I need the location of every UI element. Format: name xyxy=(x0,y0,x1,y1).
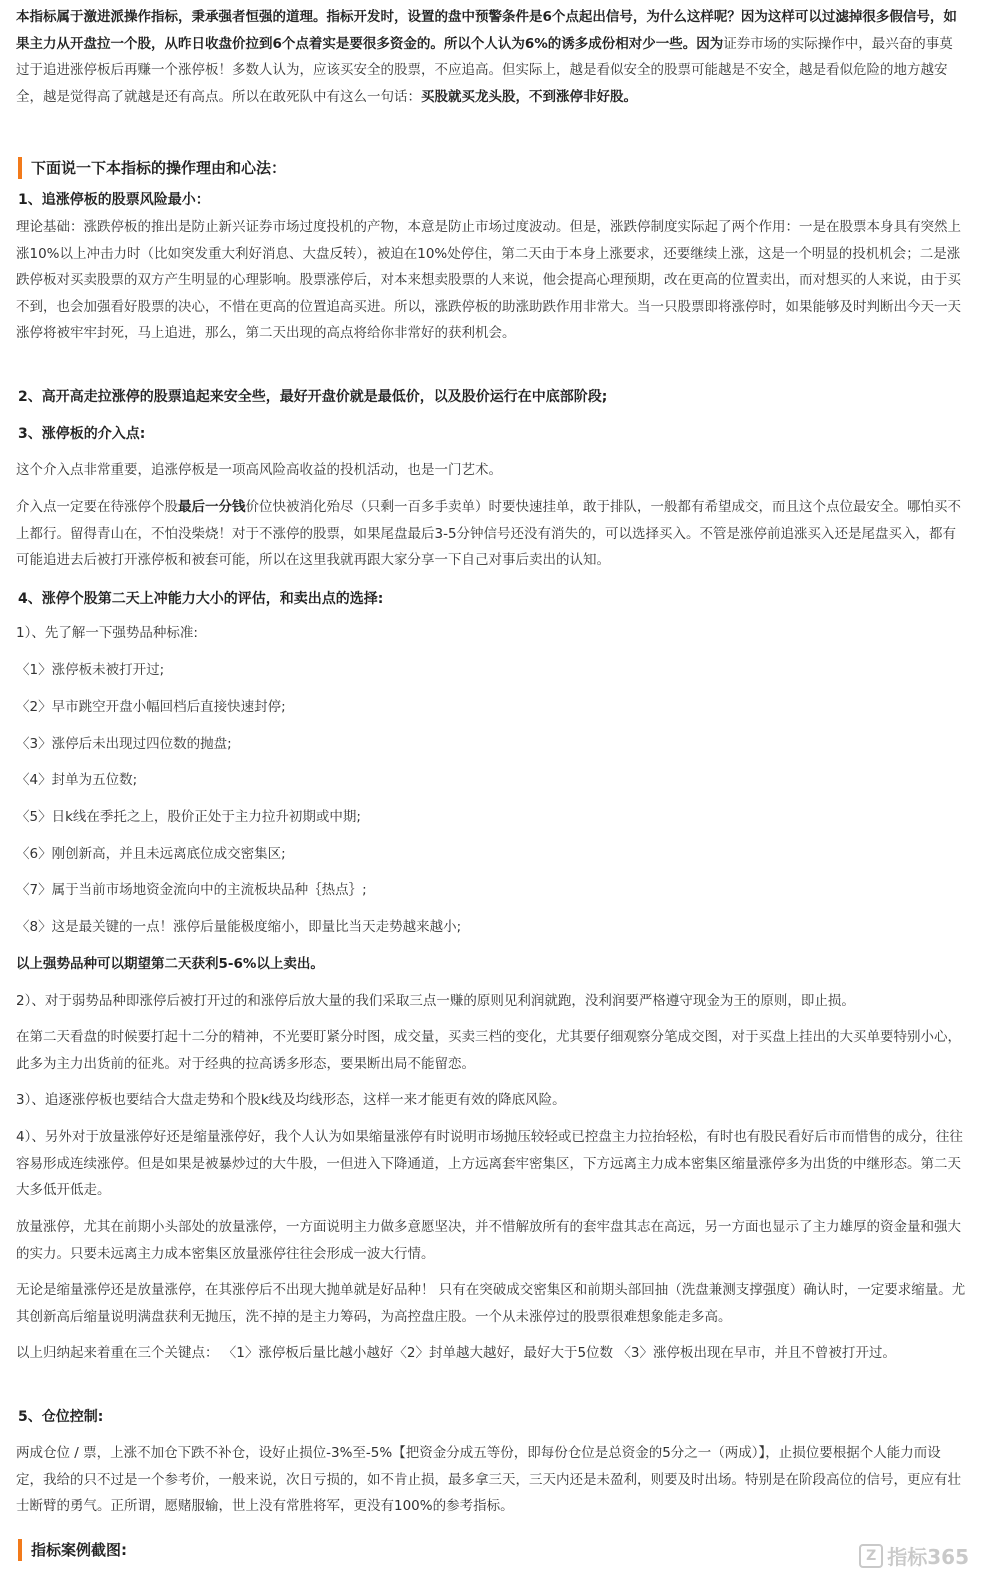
paragraph-4-8: 以上归纳起来着重在三个关键点： 〈1〉涨停板后量比越小越好〈2〉封单越大越好，最好大于5位数 〈3〉涨停板出现在早市，并且不曾被打开过。 xyxy=(16,1345,896,1361)
paragraph-3-1: 这个介入点非常重要，追涨停板是一项高风险高收益的投机活动，也是一门艺术。 xyxy=(16,462,502,478)
list-item: 〈8〉这是最关键的一点！涨停后量能极度缩小，即量比当天走势越来越小; xyxy=(16,919,462,935)
heading-3: 3、涨停板的介入点: xyxy=(18,426,146,442)
list-item: 〈5〉日k线在季托之上，股价正处于主力拉升初期或中期; xyxy=(16,809,361,825)
heading-2: 2、高开高走拉涨停的股票追起来安全些，最好开盘价就是最低价，以及股价运行在中底部阶段; xyxy=(18,389,608,405)
paragraph-5-body: 两成仓位 / 票，上涨不加仓下跌不补仓，设好止损位-3%至-5%【把资金分成五等份，即每份仓位是总资金的5分之一（两成）】，止损位要根据个人能力而设定，我给的只不过是一个参考价，一般来说，次日亏损的，如不肯止损，最多拿三天，三天内还是未盈利，则要及时出场。特别是在阶段高位的信号，更应有壮士断臂的勇气。正所谓，愿赌服输，世上没有常胜将军，更没有100%的参考指标。 xyxy=(16,1445,961,1514)
paragraph-4-7: 无论是缩量涨停还是放量涨停，在其涨停后不出现大抛单就是好品种！ 只有在突破成交密集区和前期头部回抽（洗盘兼测支撑强度）确认时，一定要求缩量。尤其创新高后缩量说明满盘获利无抛压，洗不掉的是主力筹码，为高控盘庄股。一个从未涨停过的股票很难想象能走多高。 xyxy=(16,1282,966,1325)
intro-bold-2: 买股就买龙头股，不到涨停非好股。 xyxy=(421,88,637,105)
z-logo-icon: Z xyxy=(859,1544,883,1568)
list-item: 〈7〉属于当前市场地资金流向中的主流板块品种｛热点｝; xyxy=(16,882,367,898)
intro-paragraph xyxy=(16,4,966,110)
heading-5: 5、仓位控制: xyxy=(18,1409,104,1425)
list-item: 〈1〉涨停板未被打开过; xyxy=(16,662,165,678)
strong-summary: 以上强势品种可以期望第二天获利5-6%以上卖出。 xyxy=(16,956,324,972)
heading-4: 4、涨停个股第二天上冲能力大小的评估，和卖出点的选择: xyxy=(18,591,384,607)
paragraph-4-6: 放量涨停，尤其在前期小头部处的放量涨停，一方面说明主力做多意愿坚决，并不惜解放所有的套牢盘其志在高远，另一方面也显示了主力雄厚的资金量和强大的实力。只要未远离主力成本密集区放量涨停往往会形成一波大行情。 xyxy=(16,1219,961,1262)
intro-text: 证券市场的实际操作中，最兴奋的事莫过于追进涨停板后再赚一个涨停板！多数人认为，应该买安全的股票，不应追高。但实际上，越是看似安全的股票可能越是不安全，越是看似危险的地方越安全，越是觉得高了就越是还有高点。所以在敢死队中有这么一句话： xyxy=(16,35,953,105)
paragraph-3-2-bold: 最后一分钱 xyxy=(178,499,246,515)
paragraph-4-4: 3）、追逐涨停板也要结合大盘走势和个股k线及均线形态，这样一来才能更有效的降底风险。 xyxy=(16,1092,566,1108)
paragraph-4-intro: 1）、先了解一下强势品种标准: xyxy=(16,625,198,641)
section-title-method: 下面说一下本指标的操作理由和心法： xyxy=(18,157,286,179)
paragraph-4-5: 4）、另外对于放量涨停好还是缩量涨停好，我个人认为如果缩量涨停有时说明市场抛压较轻或已控盘主力拉抬轻松，有时也有股民看好后市而惜售的成分，往往容易形成连续涨停。但是如果是被暴炒过的大牛股，一但进入下降通道，上方远离套牢密集区，下方远离主力成本密集区缩量涨停多为出货的中继形态。第二天大多低开低走。 xyxy=(16,1129,963,1198)
watermark-logo xyxy=(859,1541,969,1570)
intro-bold-1: 本指标属于激进派操作指标，秉承强者恒强的道理。指标开发时，设置的盘中预警条件是6个点起出信号，为什么这样呢？因为这样可以过滤掉很多假信号，如果主力从开盘拉一个股，从昨日收盘价拉到6个点着实是要很多资金的。所以个人认为6%的诱多成份相对少一些。因为 xyxy=(16,9,957,52)
heading-1: 1、追涨停板的股票风险最小： xyxy=(18,192,210,208)
paragraph-3-2-a: 介入点一定要在待涨停个股 xyxy=(16,499,178,515)
paragraph-1-body: 理论基础：涨跌停板的推出是防止新兴证券市场过度投机的产物，本意是防止市场过度波动。但是，涨跌停制度实际起了两个作用：一是在股票本身具有突然上涨10%以上冲击力时（比如突发重大利好消息、大盘反转），被迫在10%处停住，第二天由于本身上涨要求，还要继续上涨，这是一个明显的投机机会；二是涨跌停板对买卖股票的双方产生明显的心理影响。股票涨停后，对本来想卖股票的人来说，他会提高心理预期，改在更高的位置卖出，而对想买的人来说，由于买不到，也会加强看好股票的决心，不惜在更高的位置追高买进。所以，涨跌停板的助涨助跌作用非常大。当一只股票即将涨停时，如果能够及时判断出今天一天涨停将被牢牢封死，马上追进，那么，第二天出现的高点将给你非常好的获利机会。 xyxy=(16,219,961,341)
watermark-text: 指标365 xyxy=(887,1545,969,1569)
paragraph-3-2 xyxy=(16,494,966,574)
list-item: 〈4〉封单为五位数; xyxy=(16,772,138,788)
paragraph-4-2: 2）、对于弱势品种即涨停后被打开过的和涨停后放大量的我们采取三点一赚的原则见利润就跑，没利润要严格遵守现金为王的原则，即止损。 xyxy=(16,993,855,1009)
list-item: 〈3〉涨停后未出现过四位数的抛盘; xyxy=(16,736,232,752)
list-item: 〈6〉刚创新高，并且未远离底位成交密集区; xyxy=(16,846,286,862)
section-title-cases: 指标案例截图: xyxy=(18,1539,127,1561)
list-item: 〈2〉早市跳空开盘小幅回档后直接快速封停; xyxy=(16,699,286,715)
paragraph-4-3: 在第二天看盘的时候要打起十二分的精神，不光要盯紧分时图，成交量，买卖三档的变化，尤其要仔细观察分笔成交图，对于买盘上挂出的大买单要特别小心，此多为主力出货前的征兆。对于经典的拉高诱多形态，要果断出局不能留恋。 xyxy=(16,1029,961,1072)
paragraph-3-2-c: 价位快被消化殆尽（只剩一百多手卖单）时要快速挂单，敢于排队，一般都有希望成交，而且这个点位最安全。哪怕买不上都行。留得青山在，不怕没柴烧！对于不涨停的股票，如果尾盘最后3-5分钟信号还没有消失的，可以选择买入。不管是涨停前追涨买入还是尾盘买入，都有可能追进去后被打开涨停板和被套可能，所以在这里我就再跟大家分享一下自己对事后卖出的认知。 xyxy=(16,499,961,568)
